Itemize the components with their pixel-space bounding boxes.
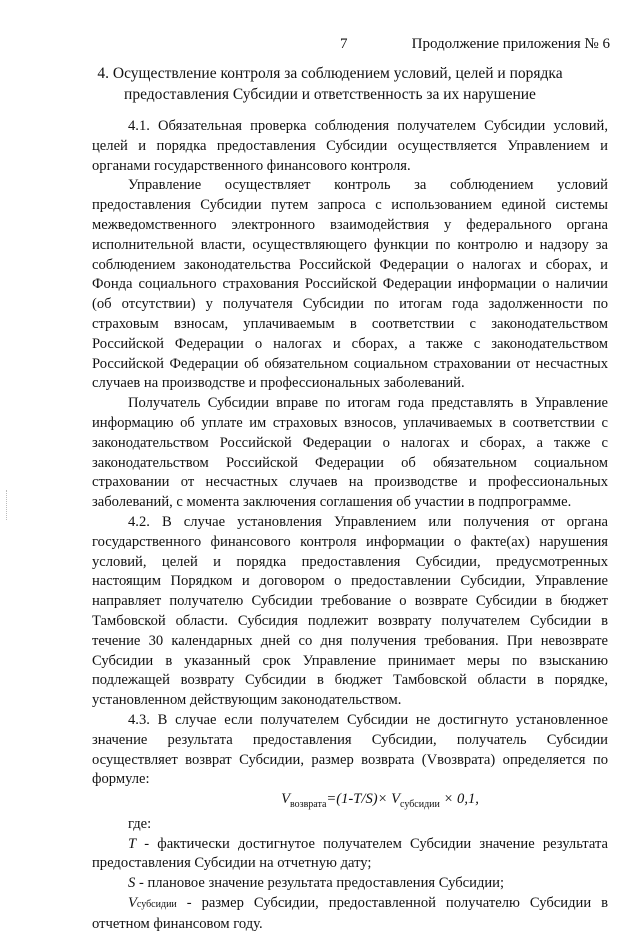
continuation-label: Продолжение приложения № 6 <box>411 36 610 52</box>
definition-s: S - плановое значение результата предоставления Субсидии; <box>128 875 505 892</box>
paragraph-recipient-right: Получатель Субсидии вправе по итогам года представлять в Управление информацию об уплате им страховых взносов, уплачиваемых в соответствии с законодательством Российской Федерации о налогах и сборах, а также с законодательством Российской Федерации об обязательном социальном страховании от несчастных случаев на производстве и профессиональных заболеваний, с момента заключения соглашения об участии в подпрограмме. <box>92 395 608 511</box>
where-label: где: <box>128 815 152 832</box>
paragraph-control: Управление осуществляет контроль за соблюдением условий предоставления Субсидии путем запроса с использованием единой системы межведомственного электронного взаимодействия у федерального органа исполнительной власти, осуществляющего функции по контролю и надзору за соблюдением законодательства Российской Федерации о налогах и сборах, и Фонда социального страхования Российской Федерации информации о наличии (об отсутствии) у получателя Субсидии по итогам года задолженности по страховым взносам, уплачиваемым в соответствии с законодательством Российской Федерации о налогах и сборах, а также с законодательством Российской Федерации об обязательном социальном страховании от несчастных случаев на производстве и профессиональных заболеваний. <box>92 177 608 392</box>
page-number: 7 <box>340 36 348 52</box>
paragraph-4-3: 4.3. В случае если получателем Субсидии не достигнуто установленное значение результата предоставления Субсидии, получатель Субсидии осуществляет возврат Субсидии, размер возврата (Vвозврата) определяется по формуле: <box>92 711 608 788</box>
paragraph-4-2: 4.2. В случае установления Управлением или получения от органа государственного финансового контроля информации о факте(ах) нарушения условий, целей и порядка предоставления Субсидии, предусмотренных настоящим Порядком и договором о предоставлении Субсидии, Управление направляет получателю Субсидии требование о возврате Субсидии в бюджет Тамбовской области. Субсидия подлежит возврату получателем Субсидии в течение 30 календарных дней со дня получения требования. При невозврате Субсидии в указанный срок Управление принимает меры по взысканию подлежащей возврату Субсидии в бюджет Тамбовской области в порядке, установленном действующим законодательством. <box>92 513 608 709</box>
definition-t: T - фактически достигнутое получателем Субсидии значение результата предоставления Субсидии на отчетную дату; <box>92 835 608 872</box>
paragraph-4-1: 4.1. Обязательная проверка соблюдения получателем Субсидии условий, целей и порядка предоставления Субсидии осуществляется Управлением и органами государственного финансового контроля. <box>92 118 608 174</box>
document-body <box>92 117 608 935</box>
formula: $V_{возврата}=(1-T/S)\times V_{субсидии} \times 0,1$, <box>281 791 479 810</box>
section-title: 4. Осуществление контроля за соблюдением условий, целей и порядка предоставления Субсидии и ответственность за их нарушение <box>97 65 563 103</box>
margin-mark <box>6 490 8 520</box>
definition-v-subsidy: Vсубсидии - размер Субсидии, предоставленной получателю Субсидии в отчетном финансовом году. <box>92 894 608 932</box>
